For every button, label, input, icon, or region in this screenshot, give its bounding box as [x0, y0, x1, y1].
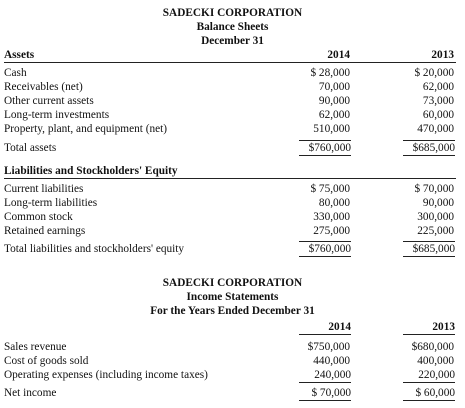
income-row-2013: 220,000	[403, 368, 455, 383]
liability-row-label: Long-term liabilities	[4, 197, 98, 209]
total-assets-label: Total assets	[4, 142, 57, 154]
total-assets-2013: $685,000	[403, 140, 455, 156]
liability-row-label: Retained earnings	[4, 225, 86, 237]
total-liabilities-2013: $685,000	[403, 241, 455, 257]
income-row-2014: $750,000	[307, 341, 350, 353]
total-assets-2014: $760,000	[299, 140, 351, 156]
liabilities-header-rule	[4, 178, 456, 179]
liability-row-2013: 90,000	[422, 197, 454, 209]
asset-row-2013: 62,000	[422, 81, 454, 93]
asset-row-label: Receivables (net)	[4, 81, 83, 93]
asset-row-2013: $ 20,000	[414, 67, 454, 79]
asset-row-2013: 60,000	[422, 109, 454, 121]
balance-col-2013: 2013	[431, 49, 454, 61]
income-row-label: Operating expenses (including income taxes)	[4, 369, 208, 381]
liability-row-label: Common stock	[4, 211, 73, 223]
liability-row-2014: $ 75,000	[310, 183, 350, 195]
income-row-2014: 440,000	[313, 355, 350, 367]
income-row-label: Cost of goods sold	[4, 355, 89, 367]
balance-col-2014: 2014	[327, 49, 350, 61]
liability-row-2014: 275,000	[313, 225, 350, 237]
asset-row-label: Property, plant, and equipment (net)	[4, 123, 168, 135]
asset-row-2014: 90,000	[318, 95, 350, 107]
income-row-2013: $680,000	[411, 341, 454, 353]
total-liabilities-2014: $760,000	[299, 241, 351, 257]
income-row-2014: 240,000	[299, 368, 351, 383]
income-subtitle: For the Years Ended December 31	[150, 305, 315, 317]
asset-row-2014: $ 28,000	[310, 67, 350, 79]
asset-row-label: Long-term investments	[4, 109, 110, 121]
asset-row-2013: 470,000	[417, 123, 454, 135]
liability-row-2014: 330,000	[313, 211, 350, 223]
income-col-2014: 2014	[299, 320, 351, 335]
asset-row-label: Cash	[4, 67, 27, 79]
income-col-2013: 2013	[403, 320, 455, 335]
asset-row-2014: 70,000	[318, 81, 350, 93]
liability-row-2013: 300,000	[417, 211, 454, 223]
assets-header-rule	[4, 62, 456, 63]
asset-row-label: Other current assets	[4, 95, 94, 107]
assets-header: Assets	[4, 49, 35, 61]
liability-row-2013: 225,000	[417, 225, 454, 237]
balance-date: December 31	[201, 35, 264, 47]
liabilities-header: Liabilities and Stockholders' Equity	[4, 165, 178, 177]
liability-row-label: Current liabilities	[4, 183, 84, 195]
income-title: Income Statements	[186, 291, 279, 303]
balance-company-name: SADECKI CORPORATION	[162, 7, 303, 19]
income-row-label: Sales revenue	[4, 341, 67, 353]
asset-row-2014: 510,000	[313, 123, 350, 135]
asset-row-2013: 73,000	[422, 95, 454, 107]
income-row-2013: 400,000	[417, 355, 454, 367]
net-income-2013: $ 60,000	[403, 386, 455, 401]
asset-row-2014: 62,000	[318, 109, 350, 121]
liability-row-2013: $ 70,000	[414, 183, 454, 195]
total-liabilities-label: Total liabilities and stockholders' equity	[4, 243, 185, 255]
income-company-name: SADECKI CORPORATION	[162, 277, 303, 289]
net-income-2014: $ 70,000	[299, 386, 351, 401]
net-income-label: Net income	[4, 387, 57, 399]
balance-title: Balance Sheets	[196, 21, 269, 33]
liability-row-2014: 80,000	[318, 197, 350, 209]
